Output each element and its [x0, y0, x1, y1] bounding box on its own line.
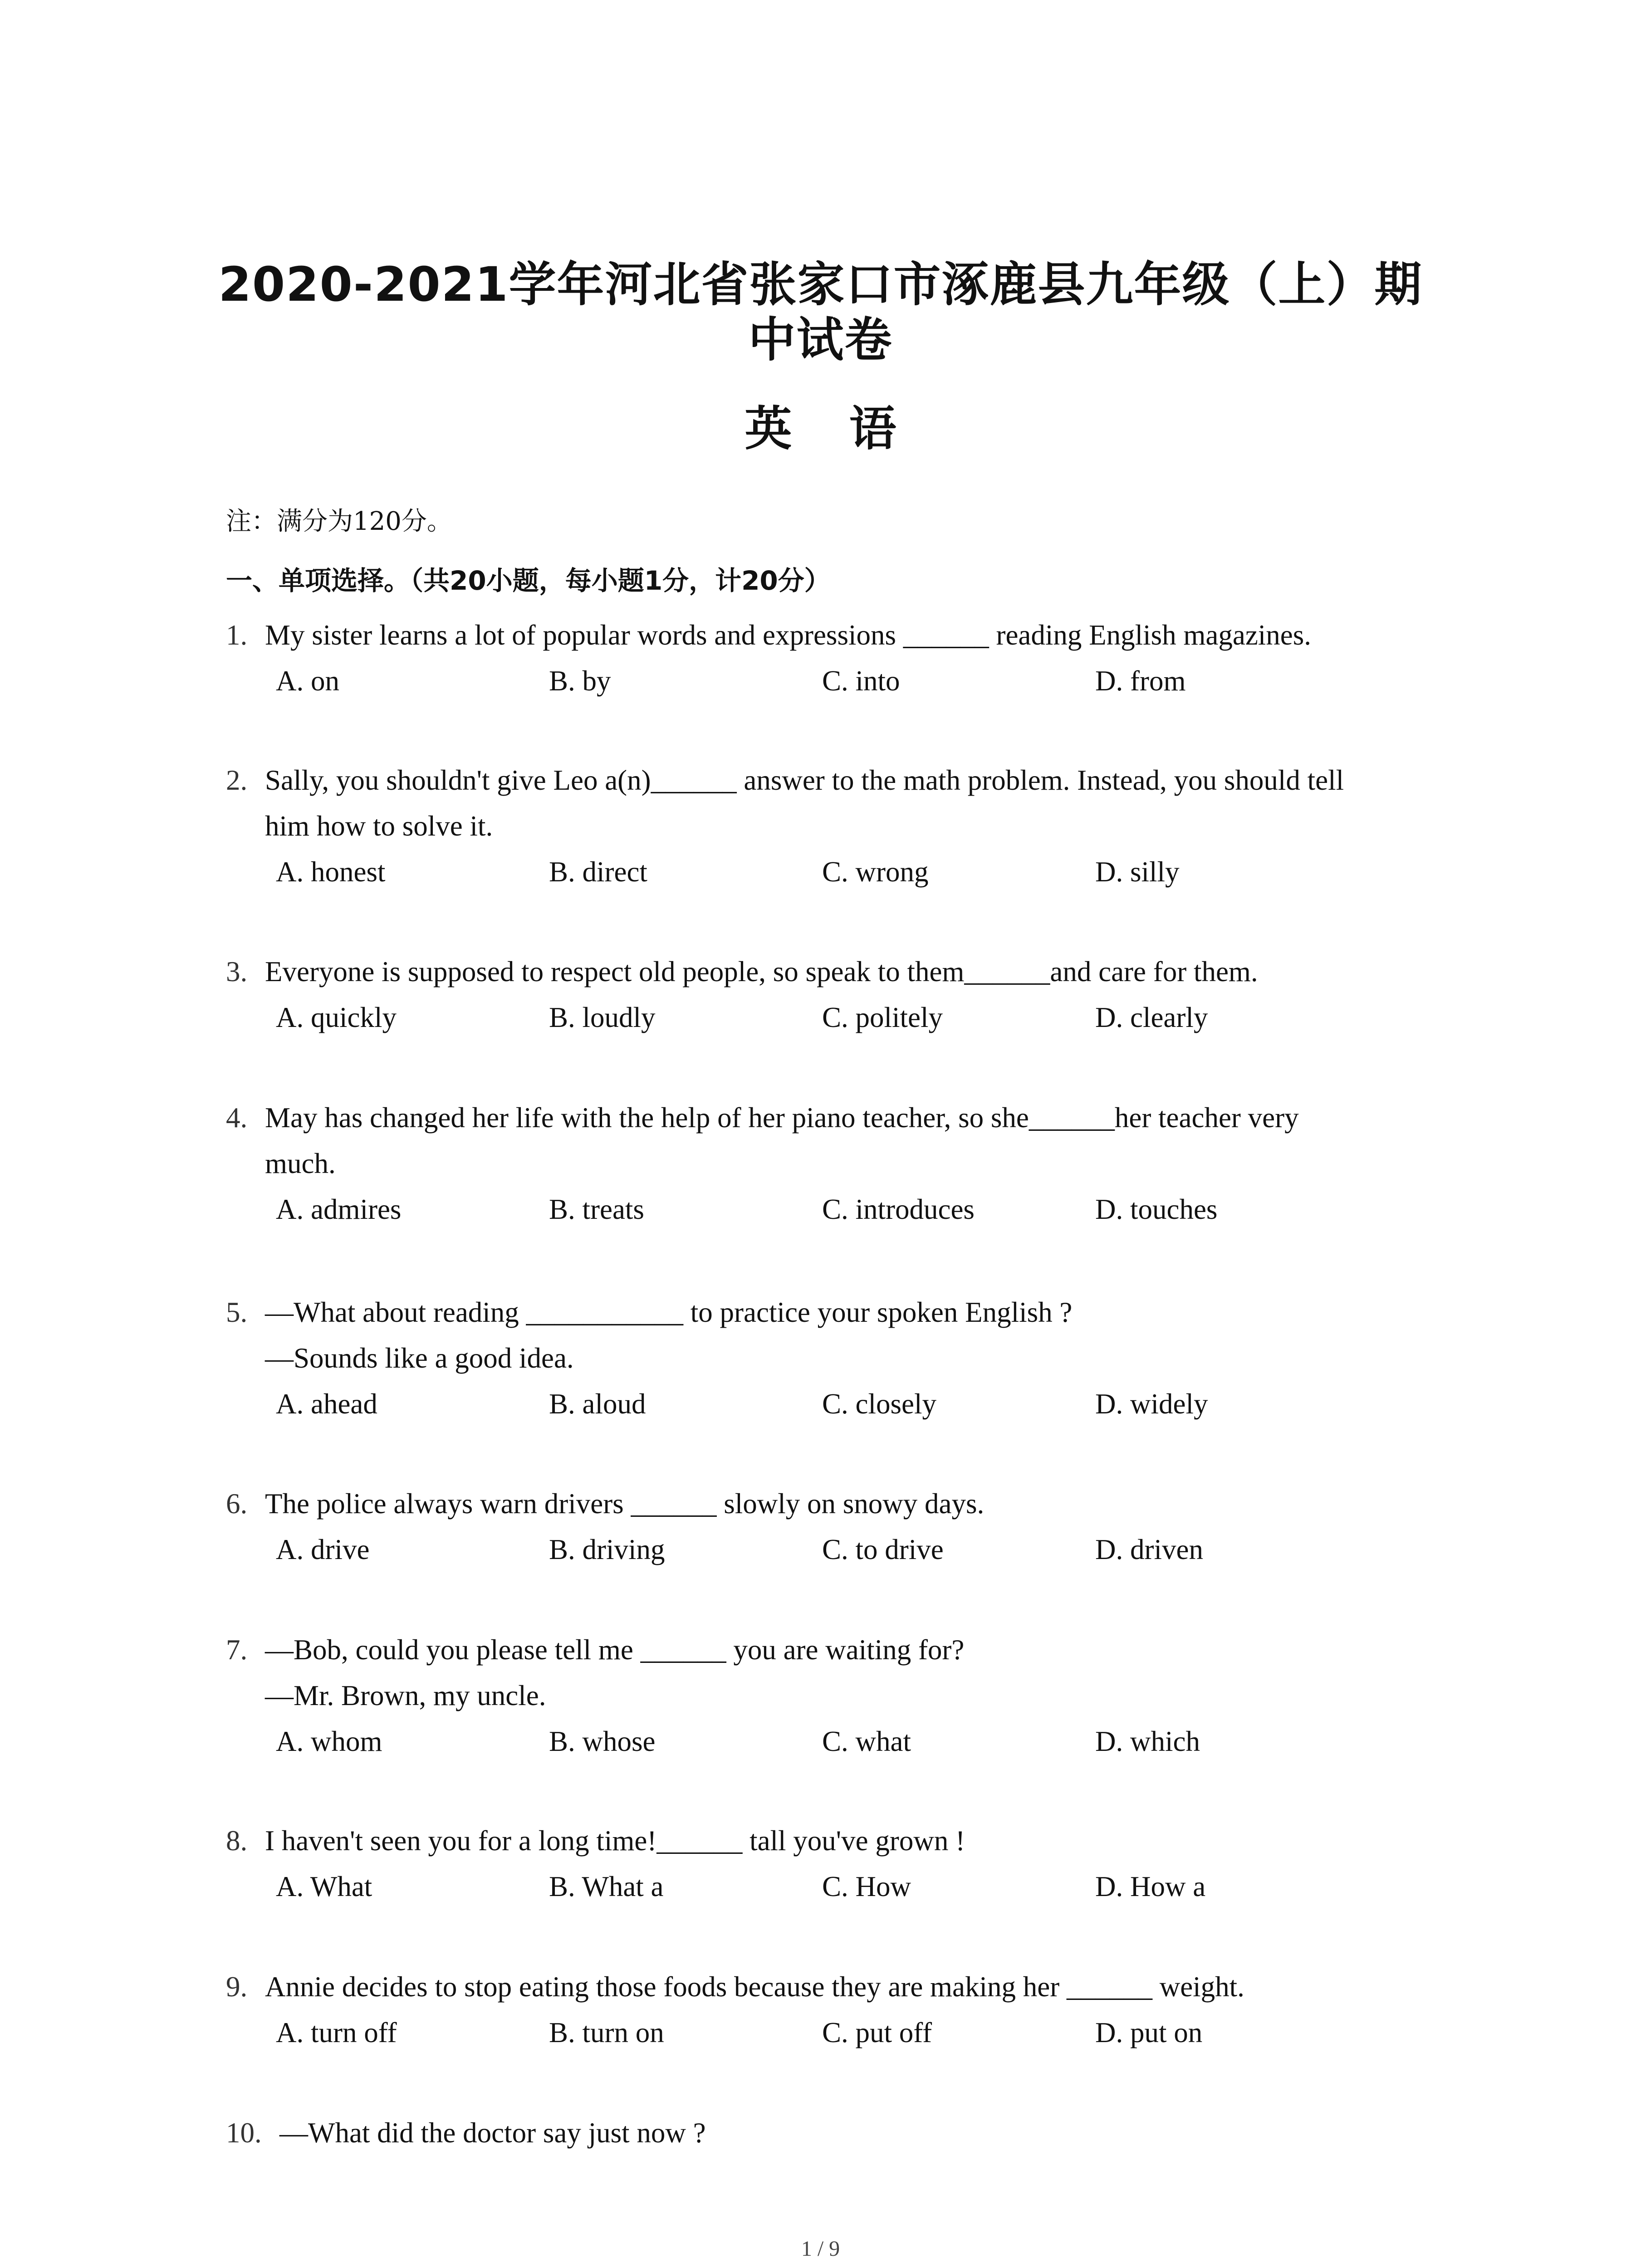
- question-6: [226, 1481, 1451, 1573]
- options-row: [276, 849, 1451, 895]
- question-stem: Sally, you shouldn't give Leo a(n)______ answer to the math problem. Instead, you should tell: [265, 764, 1344, 796]
- option-c: C. put off: [822, 2017, 932, 2048]
- option-c: C. wrong: [822, 856, 929, 888]
- question-8: [226, 1818, 1451, 1910]
- option-d: D. driven: [1095, 1534, 1203, 1565]
- option-a: A. What: [276, 1871, 372, 1902]
- question-4: [226, 1095, 1451, 1232]
- question-stem: The police always warn drivers ______ slowly on snowy days.: [265, 1488, 985, 1520]
- option-c: C. into: [822, 665, 900, 697]
- options-row: [276, 2010, 1451, 2056]
- question-stem: Everyone is supposed to respect old people, so speak to them______and care for them.: [265, 956, 1258, 987]
- question-9: [226, 1964, 1451, 2056]
- option-d: D. How a: [1095, 1871, 1206, 1902]
- option-d: D. touches: [1095, 1193, 1218, 1225]
- question-stem: —What did the doctor say just now ?: [279, 2117, 706, 2149]
- option-d: D. clearly: [1095, 1002, 1208, 1033]
- option-b: B. driving: [549, 1534, 665, 1565]
- question-stem: I haven't seen you for a long time!______ tall you've grown !: [265, 1825, 965, 1857]
- question-stem: —Bob, could you please tell me ______ you are waiting for?: [265, 1634, 965, 1666]
- options-row: [276, 995, 1451, 1041]
- question-number: 9.: [226, 1971, 248, 2003]
- option-d: D. which: [1095, 1725, 1200, 1757]
- question-stem-continued: —Mr. Brown, my uncle.: [265, 1680, 546, 1711]
- subject-heading: 英 语: [745, 401, 896, 456]
- option-a: A. turn off: [276, 2017, 397, 2048]
- page-number: 1 / 9: [801, 2237, 840, 2261]
- question-10: [226, 2110, 1451, 2156]
- question-stem-continued: much.: [265, 1148, 336, 1179]
- option-b: B. direct: [549, 856, 647, 888]
- question-stem-continued: —Sounds like a good idea.: [265, 1342, 574, 1374]
- option-d: D. put on: [1095, 2017, 1203, 2048]
- question-number: 7.: [226, 1634, 248, 1666]
- options-row: [276, 1864, 1451, 1910]
- question-number: 8.: [226, 1825, 248, 1857]
- score-note: 注：满分为120分。: [226, 507, 452, 536]
- exam-title-line-1: 2020-2021学年河北省张家口市涿鹿县九年级（上）期: [218, 257, 1423, 312]
- option-b: B. treats: [549, 1193, 644, 1225]
- option-b: B. aloud: [549, 1388, 646, 1420]
- option-c: C. How: [822, 1871, 911, 1902]
- question-number: 4.: [226, 1102, 248, 1134]
- option-b: B. loudly: [549, 1002, 656, 1033]
- question-7: [226, 1627, 1451, 1765]
- exam-title-line-2: 中试卷: [748, 312, 893, 367]
- option-c: C. what: [822, 1725, 911, 1757]
- option-d: D. silly: [1095, 856, 1180, 888]
- question-stem: My sister learns a lot of popular words and expressions ______ reading English magazines.: [265, 619, 1312, 651]
- question-number: 1.: [226, 619, 248, 651]
- option-a: A. quickly: [276, 1002, 397, 1033]
- option-b: B. What a: [549, 1871, 664, 1902]
- question-number: 3.: [226, 956, 248, 987]
- option-b: B. by: [549, 665, 611, 697]
- question-number: 2.: [226, 764, 248, 796]
- options-row: [276, 658, 1451, 704]
- question-stem-continued: him how to solve it.: [265, 810, 493, 842]
- question-1: [226, 612, 1451, 704]
- options-row: [276, 1187, 1451, 1232]
- question-number: 5.: [226, 1296, 248, 1328]
- question-2: [226, 758, 1451, 895]
- option-b: B. turn on: [549, 2017, 664, 2048]
- option-a: A. drive: [276, 1534, 370, 1565]
- option-a: A. whom: [276, 1725, 382, 1757]
- question-stem: Annie decides to stop eating those foods because they are making her ______ weight.: [265, 1971, 1244, 2003]
- options-row: [276, 1527, 1451, 1573]
- question-5: [226, 1290, 1451, 1427]
- option-d: D. widely: [1095, 1388, 1208, 1420]
- options-row: [276, 1719, 1451, 1765]
- option-c: C. introduces: [822, 1193, 975, 1225]
- option-a: A. ahead: [276, 1388, 377, 1420]
- section-heading: 一、单项选择。（共20小题，每小题1分，计20分）: [226, 565, 831, 596]
- option-a: A. honest: [276, 856, 386, 888]
- question-stem: May has changed her life with the help of her piano teacher, so she______her teacher very: [265, 1102, 1299, 1134]
- option-c: C. to drive: [822, 1534, 944, 1565]
- question-stem: —What about reading ___________ to practice your spoken English ?: [265, 1296, 1073, 1328]
- option-c: C. politely: [822, 1002, 943, 1033]
- option-b: B. whose: [549, 1725, 656, 1757]
- option-d: D. from: [1095, 665, 1186, 697]
- question-number: 10.: [226, 2117, 262, 2149]
- option-c: C. closely: [822, 1388, 936, 1420]
- options-row: [276, 1381, 1451, 1427]
- question-3: [226, 949, 1451, 1041]
- option-a: A. admires: [276, 1193, 402, 1225]
- option-a: A. on: [276, 665, 339, 697]
- question-number: 6.: [226, 1488, 248, 1520]
